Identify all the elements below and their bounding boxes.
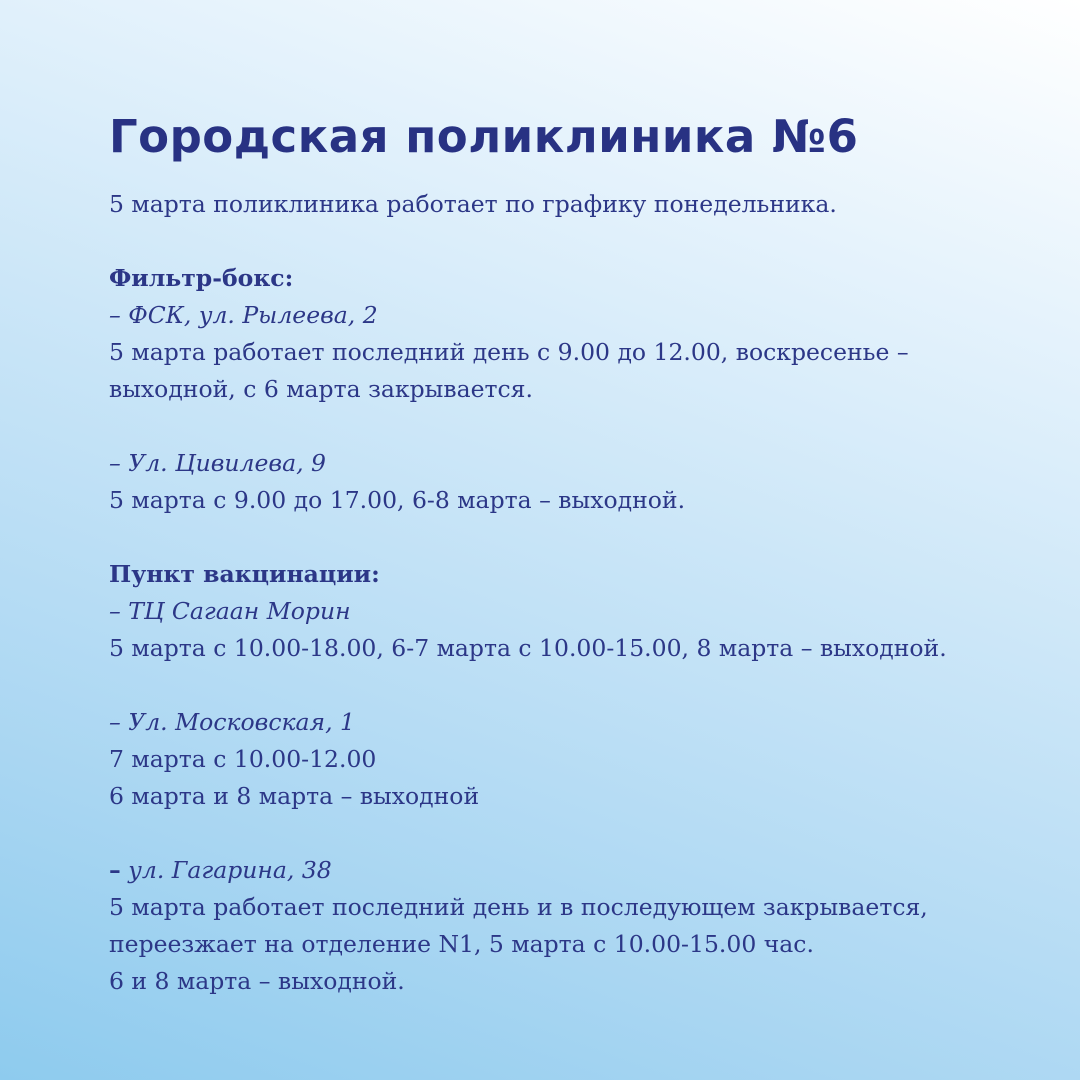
spacer	[109, 408, 1009, 445]
schedule-line: 5 марта работает последний день и в последующем закрывается,	[109, 893, 928, 921]
location-address: – Ул. Цивилева, 9	[109, 449, 326, 477]
spacer	[109, 815, 1009, 852]
address-dash: –	[109, 856, 121, 884]
spacer	[109, 667, 1009, 704]
schedule-line: 7 марта с 10.00-12.00	[109, 745, 377, 773]
schedule-line: 5 марта с 10.00-18.00, 6-7 марта с 10.00-15.00, 8 марта – выходной.	[109, 634, 947, 662]
schedule-line: 5 марта с 9.00 до 17.00, 6-8 марта – выходной.	[109, 486, 686, 514]
location-address: – Ул. Московская, 1	[109, 708, 355, 736]
schedule-line: переезжает на отделение N1, 5 марта с 10.00-15.00 час.	[109, 930, 814, 958]
schedule-line: 6 и 8 марта – выходной.	[109, 967, 405, 995]
location-address: – ФСК, ул. Рылеева, 2	[109, 301, 378, 329]
intro-text: 5 марта поликлиника работает по графику понедельника.	[109, 190, 837, 218]
location-address-gagarina	[109, 852, 1009, 889]
schedule-line: 5 марта работает последний день с 9.00 до 12.00, воскресенье –	[109, 338, 909, 366]
content	[109, 108, 1009, 1000]
filter-box-heading: Фильтр-бокс:	[109, 264, 294, 292]
page-title: Городская поликлиника №6	[109, 110, 859, 163]
location-address: – ТЦ Сагаан Морин	[109, 597, 351, 625]
vaccination-heading: Пункт вакцинации:	[109, 560, 380, 588]
schedule-line: выходной, с 6 марта закрывается.	[109, 375, 533, 403]
schedule-line: 6 марта и 8 марта – выходной	[109, 782, 480, 810]
spacer	[109, 519, 1009, 556]
spacer	[109, 223, 1009, 260]
schedule-text	[109, 186, 1009, 1000]
address-text: ул. Гагарина, 38	[120, 856, 332, 884]
